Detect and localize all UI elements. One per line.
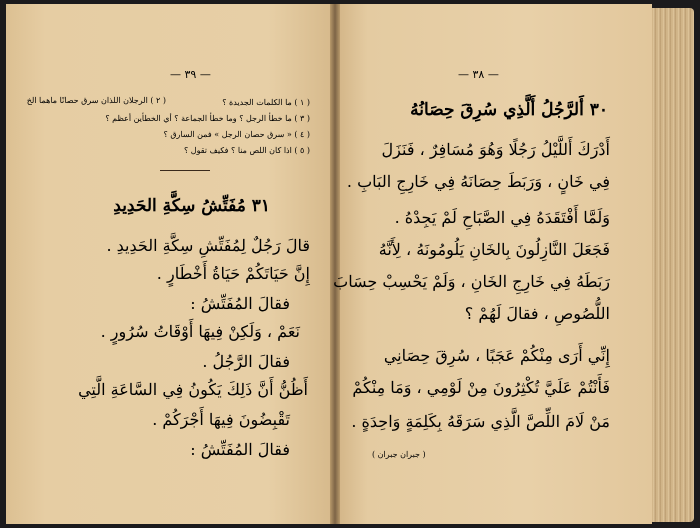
right-line-4: فَجَعَلَ النَّازِلُونَ بِالخَانِ يَلُومُونَهُ ، لِأَنَّهُ [378,240,610,259]
page-number-right: — ٣٨ — [458,68,499,81]
left-line-8: فقالَ المُفَتِّشُ : [190,440,290,459]
left-line-3: فقالَ المُفَتِّشُ : [190,294,290,313]
question-5: ( ٥ ) اذا كان اللص منا ؟ فكيف تقول ؟ [184,146,310,155]
right-page [336,4,652,524]
question-3: ( ٣ ) ما خطأ الرجل ؟ وما خطأ الجماعة ؟ أي الخطأين أعظم ؟ [105,114,310,123]
question-4: ( ٤ ) « سرق حصان الرجل » فمن السارق ؟ [163,130,310,139]
right-line-9: مَنْ لَامَ اللِّصَّ الَّذِي سَرَقَهُ بِكَلِمَةٍ وَاحِدَةٍ . [351,412,610,431]
page-edges [652,8,694,522]
left-line-7: تَقْبِضُونَ فِيهَا أَجْرَكُمْ . [152,410,290,429]
book-gutter [330,4,340,524]
left-line-2: إِنَّ حَيَاتَكُمْ حَيَاةُ أَخْطَارٍ . [156,264,310,283]
question-1: ( ١ ) ما الكلمات الجديدة ؟ [222,98,310,107]
author-signature: ( جبران جبران ) [372,450,426,459]
right-line-7: إِنِّي أَرَى مِنْكُمْ عَجَبًا ، سُرِقَ حِصَانِي [383,346,610,365]
left-line-1: قالَ رَجُلٌ لِمُفَتِّشِ سِكَّةِ الحَدِيدِ . [106,236,310,255]
left-line-6: أَظُنُّ أَنَّ ذَلِكَ يَكُونُ فِي السَّاعَةِ الَّتِي [78,380,308,399]
right-line-6: اللُّصُوصِ ، فقالَ لَهُمْ ؟ [464,304,610,323]
right-line-8: فَأَنْتُمْ عَلَيَّ تُكْثِرُونَ مِنْ لَوْمِي ، وَمَا مِنْكُمْ [352,378,610,397]
right-line-3: وَلَمَّا أَفْتَقَدَهُ فِي الصَّبَاحِ لَمْ يَجِدْهُ . [394,208,610,227]
left-line-5: فقالَ الرَّجُلُ . [202,352,290,371]
right-line-5: رَبَطَهُ فِي خَارِجِ الخَانِ ، وَلَمْ يَحْسِبْ حِسَابَ [333,272,610,291]
section-divider [160,170,210,171]
lesson-31-title: ٣١ مُفَتِّشُ سِكَّةِ الحَدِيدِ [113,196,270,216]
right-line-1: أَدْرَكَ أَللَّيْلُ رَجُلًا وَهُوَ مُسَافِرٌ ، فَنَزَلَ [381,140,610,159]
right-line-2: فِي خَانٍ ، وَرَبَطَ حِصَانَهُ فِي خَارِجِ البَابِ . [346,172,610,191]
left-line-4: نَعَمْ ، وَلَكِنْ فِيهَا أَوْقَاتُ سُرُورٍ . [100,322,300,341]
question-2: ( ٢ ) الرجلان اللذان سرق حصانًا ماهما الخ [26,96,166,105]
page-number-left: — ٣٩ — [170,68,211,81]
lesson-30-title: ٣٠ أَلرَّجُلُ أَلَّذِي سُرِقَ حِصَانُهُ [410,100,608,120]
